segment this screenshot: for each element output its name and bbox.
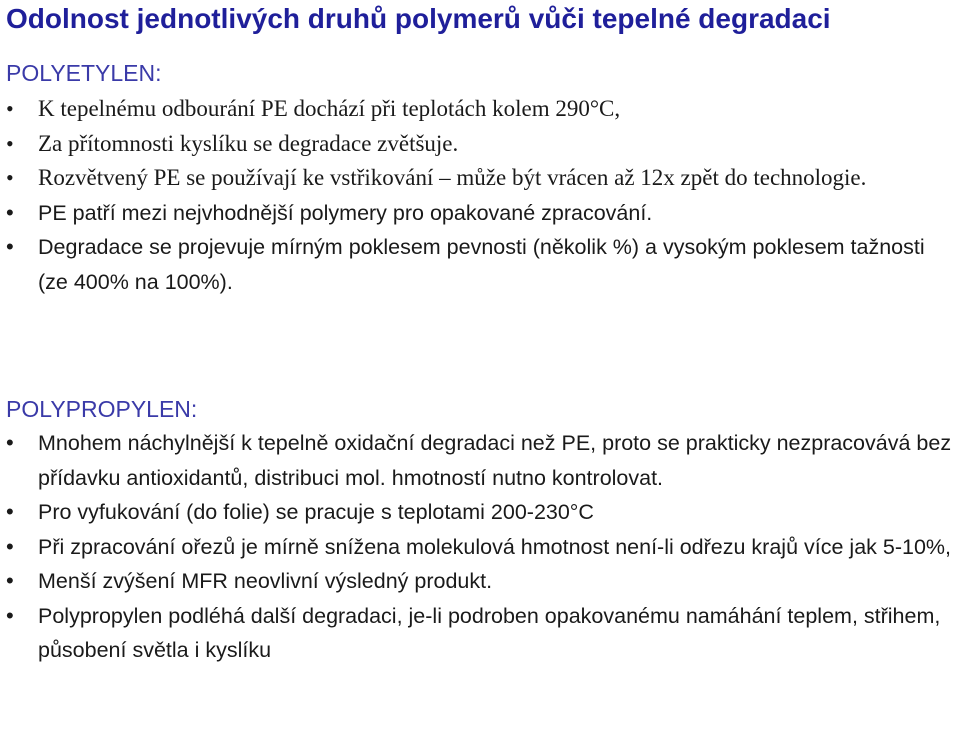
list-item: • Polypropylen podléhá další degradaci, je-li podroben opakovanému namáhání teplem, střihem, působení světla i kyslíku: [6, 599, 958, 668]
list-item: • Mnohem náchylnější k tepelně oxidační degradaci než PE, proto se prakticky nezpracovává bez přídavku antioxidantů, distribuci mol. hmotností nutno kontrolovat.: [6, 426, 958, 495]
section-heading-polypropylene: POLYPROPYLEN:: [6, 396, 198, 422]
list-item: • PE patří mezi nejvhodnější polymery pro opakované zpracování.: [6, 196, 958, 231]
section-heading-polyethylene: POLYETYLEN:: [6, 60, 162, 86]
list-item: • Menší zvýšení MFR neovlivní výsledný produkt.: [6, 564, 958, 599]
list-item: • Rozvětvený PE se používají ke vstřikování – může být vrácen až 12x zpět do technologie.: [6, 161, 958, 196]
list-item: • K tepelnému odbourání PE dochází při teplotách kolem 290°C,: [6, 92, 958, 127]
list-item: • Degradace se projevuje mírným poklesem pevnosti (několik %) a vysokým poklesem tažnosti (ze 400% na 100%).: [6, 230, 958, 299]
polyethylene-bullet-list: [6, 92, 958, 299]
list-item: • Při zpracování ořezů je mírně snížena molekulová hmotnost není-li odřezu krajů více jak 5-10%,: [6, 530, 958, 565]
list-item: • Za přítomnosti kyslíku se degradace zvětšuje.: [6, 127, 958, 162]
slide-title: Odolnost jednotlivých druhů polymerů vůči tepelné degradaci: [6, 3, 831, 34]
polypropylene-bullet-list: [6, 426, 958, 668]
list-item: • Pro vyfukování (do folie) se pracuje s teplotami 200-230°C: [6, 495, 958, 530]
